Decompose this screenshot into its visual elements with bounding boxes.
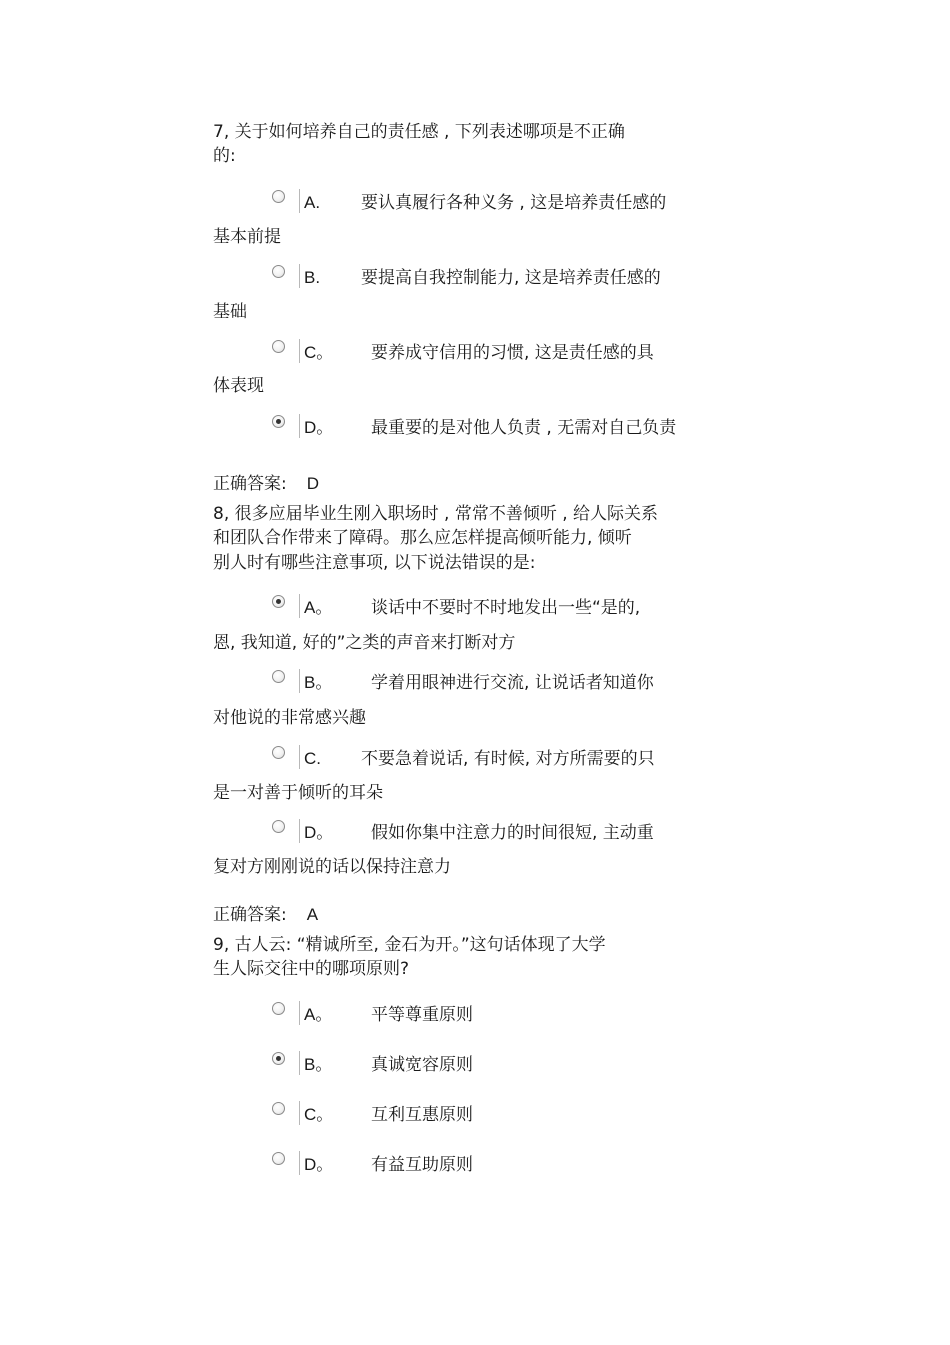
question-7-answer (213, 472, 319, 496)
option-letter: A。 (304, 1005, 333, 1024)
question-8-option-d-continuation: 复对方刚刚说的话以保持注意力 (213, 857, 451, 877)
radio-unselected-icon[interactable] (272, 1152, 285, 1165)
answer-value: D (306, 474, 320, 493)
radio-unselected-icon[interactable] (272, 746, 285, 759)
radio-unselected-icon[interactable] (272, 670, 285, 683)
option-text: 互利互惠原则 (371, 1105, 473, 1125)
option-text: 要提高自我控制能力, 这是培养责任感的 (361, 268, 661, 288)
radio-unselected-icon[interactable] (272, 265, 285, 278)
question-8-option-a-continuation: 恩, 我知道, 好的”之类的声音来打断对方 (213, 633, 516, 653)
answer-value: A (306, 905, 319, 924)
question-9-option-b[interactable] (272, 1051, 732, 1077)
option-text: 假如你集中注意力的时间很短, 主动重 (371, 823, 654, 843)
option-letter: C。 (304, 1105, 334, 1124)
option-letter: D。 (304, 823, 334, 842)
question-7-option-b[interactable] (272, 264, 732, 290)
question-8-option-b[interactable] (272, 669, 732, 695)
radio-unselected-icon[interactable] (272, 1102, 285, 1115)
question-9-stem-line-1: 9, 古人云: “精诚所至, 金石为开。”这句话体现了大学 (213, 935, 606, 955)
option-text: 不要急着说话, 有时候, 对方所需要的只 (361, 749, 655, 769)
option-text: 学着用眼神进行交流, 让说话者知道你 (371, 673, 654, 693)
question-7-option-a[interactable] (272, 189, 732, 215)
option-letter: C. (304, 749, 321, 768)
question-8-stem-line-2: 和团队合作带来了障碍。那么应怎样提高倾听能力, 倾听 (213, 528, 632, 548)
question-9-option-a[interactable] (272, 1001, 732, 1027)
question-8-option-b-continuation: 对他说的非常感兴趣 (213, 708, 366, 728)
question-7-stem-line-2: 的: (213, 146, 236, 166)
option-letter: D。 (304, 1155, 334, 1174)
question-8-stem-line-1: 8, 很多应届毕业生刚入职场时 , 常常不善倾听 , 给人际关系 (213, 504, 659, 524)
option-text: 真诚宽容原则 (371, 1055, 473, 1075)
question-7-option-c[interactable] (272, 339, 732, 365)
radio-unselected-icon[interactable] (272, 820, 285, 833)
option-letter: A. (304, 193, 321, 212)
option-text: 有益互助原则 (371, 1155, 473, 1175)
question-8-stem-line-3: 别人时有哪些注意事项, 以下说法错误的是: (213, 553, 536, 573)
option-letter: C。 (304, 343, 334, 362)
question-8-option-a[interactable] (272, 594, 732, 620)
question-8-option-d[interactable] (272, 819, 732, 845)
option-letter: A。 (304, 598, 333, 617)
question-9-stem-line-2: 生人际交往中的哪项原则? (213, 959, 410, 979)
question-9-option-c[interactable] (272, 1101, 732, 1127)
question-7-option-b-continuation: 基础 (213, 302, 247, 322)
question-7-stem-line-1: 7, 关于如何培养自己的责任感 , 下列表述哪项是不正确 (213, 122, 625, 142)
option-text: 最重要的是对他人负责 , 无需对自己负责 (371, 418, 677, 438)
radio-unselected-icon[interactable] (272, 340, 285, 353)
radio-selected-icon[interactable] (272, 1052, 285, 1065)
question-8-answer (213, 903, 318, 927)
option-letter: B。 (304, 673, 333, 692)
radio-unselected-icon[interactable] (272, 190, 285, 203)
option-letter: B. (304, 268, 321, 287)
option-letter: B。 (304, 1055, 333, 1074)
question-8-option-c[interactable] (272, 745, 732, 771)
option-text: 要认真履行各种义务 , 这是培养责任感的 (361, 193, 667, 213)
question-8-option-c-continuation: 是一对善于倾听的耳朵 (213, 783, 383, 803)
option-text: 谈话中不要时不时地发出一些“是的, (371, 598, 641, 618)
radio-unselected-icon[interactable] (272, 1002, 285, 1015)
answer-label: 正确答案: (213, 905, 287, 925)
question-7-option-d[interactable] (272, 414, 732, 440)
question-7-option-a-continuation: 基本前提 (213, 227, 281, 247)
answer-label: 正确答案: (213, 474, 287, 494)
radio-selected-icon[interactable] (272, 595, 285, 608)
question-7-option-c-continuation: 体表现 (213, 376, 264, 396)
option-text: 平等尊重原则 (371, 1005, 473, 1025)
option-letter: D。 (304, 418, 334, 437)
question-9-option-d[interactable] (272, 1151, 732, 1177)
radio-selected-icon[interactable] (272, 415, 285, 428)
option-text: 要养成守信用的习惯, 这是责任感的具 (371, 343, 654, 363)
